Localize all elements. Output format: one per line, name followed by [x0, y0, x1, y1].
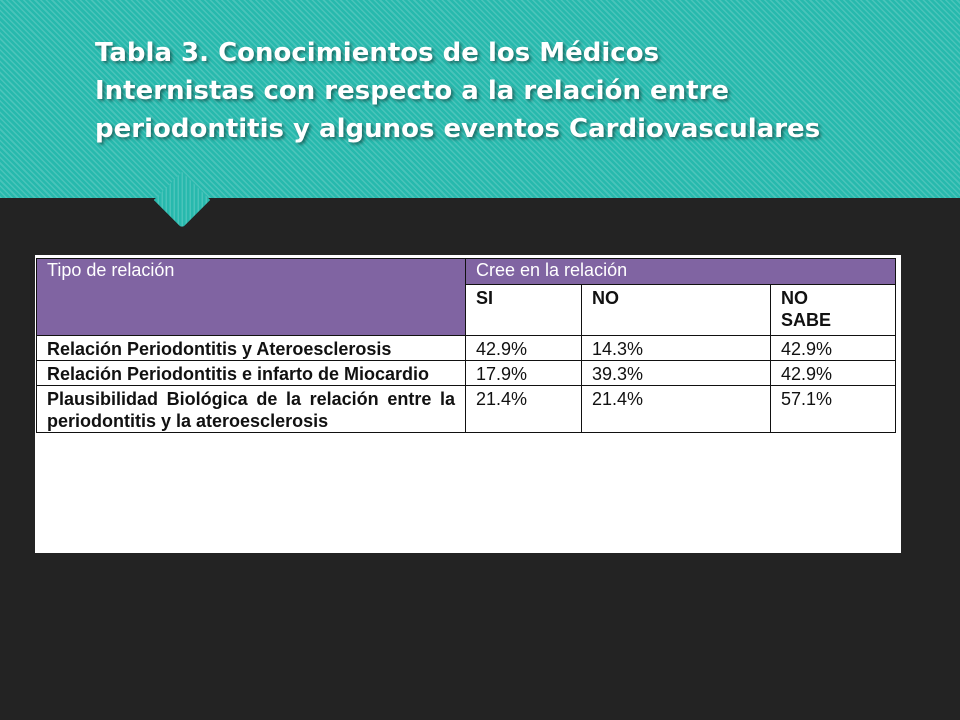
cell-no: 21.4% — [582, 386, 771, 433]
table-row — [37, 386, 896, 433]
column-header-no: NO — [582, 285, 771, 336]
title-line: periodontitis y algunos eventos Cardiovasculares — [95, 114, 821, 144]
table-row — [37, 361, 896, 386]
cell-no-sabe: 42.9% — [771, 361, 896, 386]
title-line: Tabla 3. Conocimientos de los Médicos — [95, 38, 660, 68]
table-row — [37, 336, 896, 361]
cell-no: 14.3% — [582, 336, 771, 361]
table-header-row — [37, 259, 896, 285]
cell-si: 42.9% — [466, 336, 582, 361]
row-label: Relación Periodontitis y Ateroesclerosis — [37, 336, 466, 361]
cell-no-sabe: 57.1% — [771, 386, 896, 433]
knowledge-table — [36, 258, 896, 433]
table-panel — [35, 255, 901, 553]
cell-no: 39.3% — [582, 361, 771, 386]
header-type-cell: Tipo de relación — [37, 259, 466, 336]
cell-si: 17.9% — [466, 361, 582, 386]
column-header-si: SI — [466, 285, 582, 336]
cell-si: 21.4% — [466, 386, 582, 433]
slide-title — [95, 34, 895, 148]
no-sabe-label: NO SABE — [781, 288, 832, 330]
title-line: Internistas con respecto a la relación entre — [95, 76, 730, 106]
cell-no-sabe: 42.9% — [771, 336, 896, 361]
column-header-no-sabe — [771, 285, 896, 336]
row-label: Relación Periodontitis e infarto de Miocardio — [37, 361, 466, 386]
header-group-cell: Cree en la relación — [466, 259, 896, 285]
row-label: Plausibilidad Biológica de la relación entre la periodontitis y la ateroesclerosis — [37, 386, 466, 433]
